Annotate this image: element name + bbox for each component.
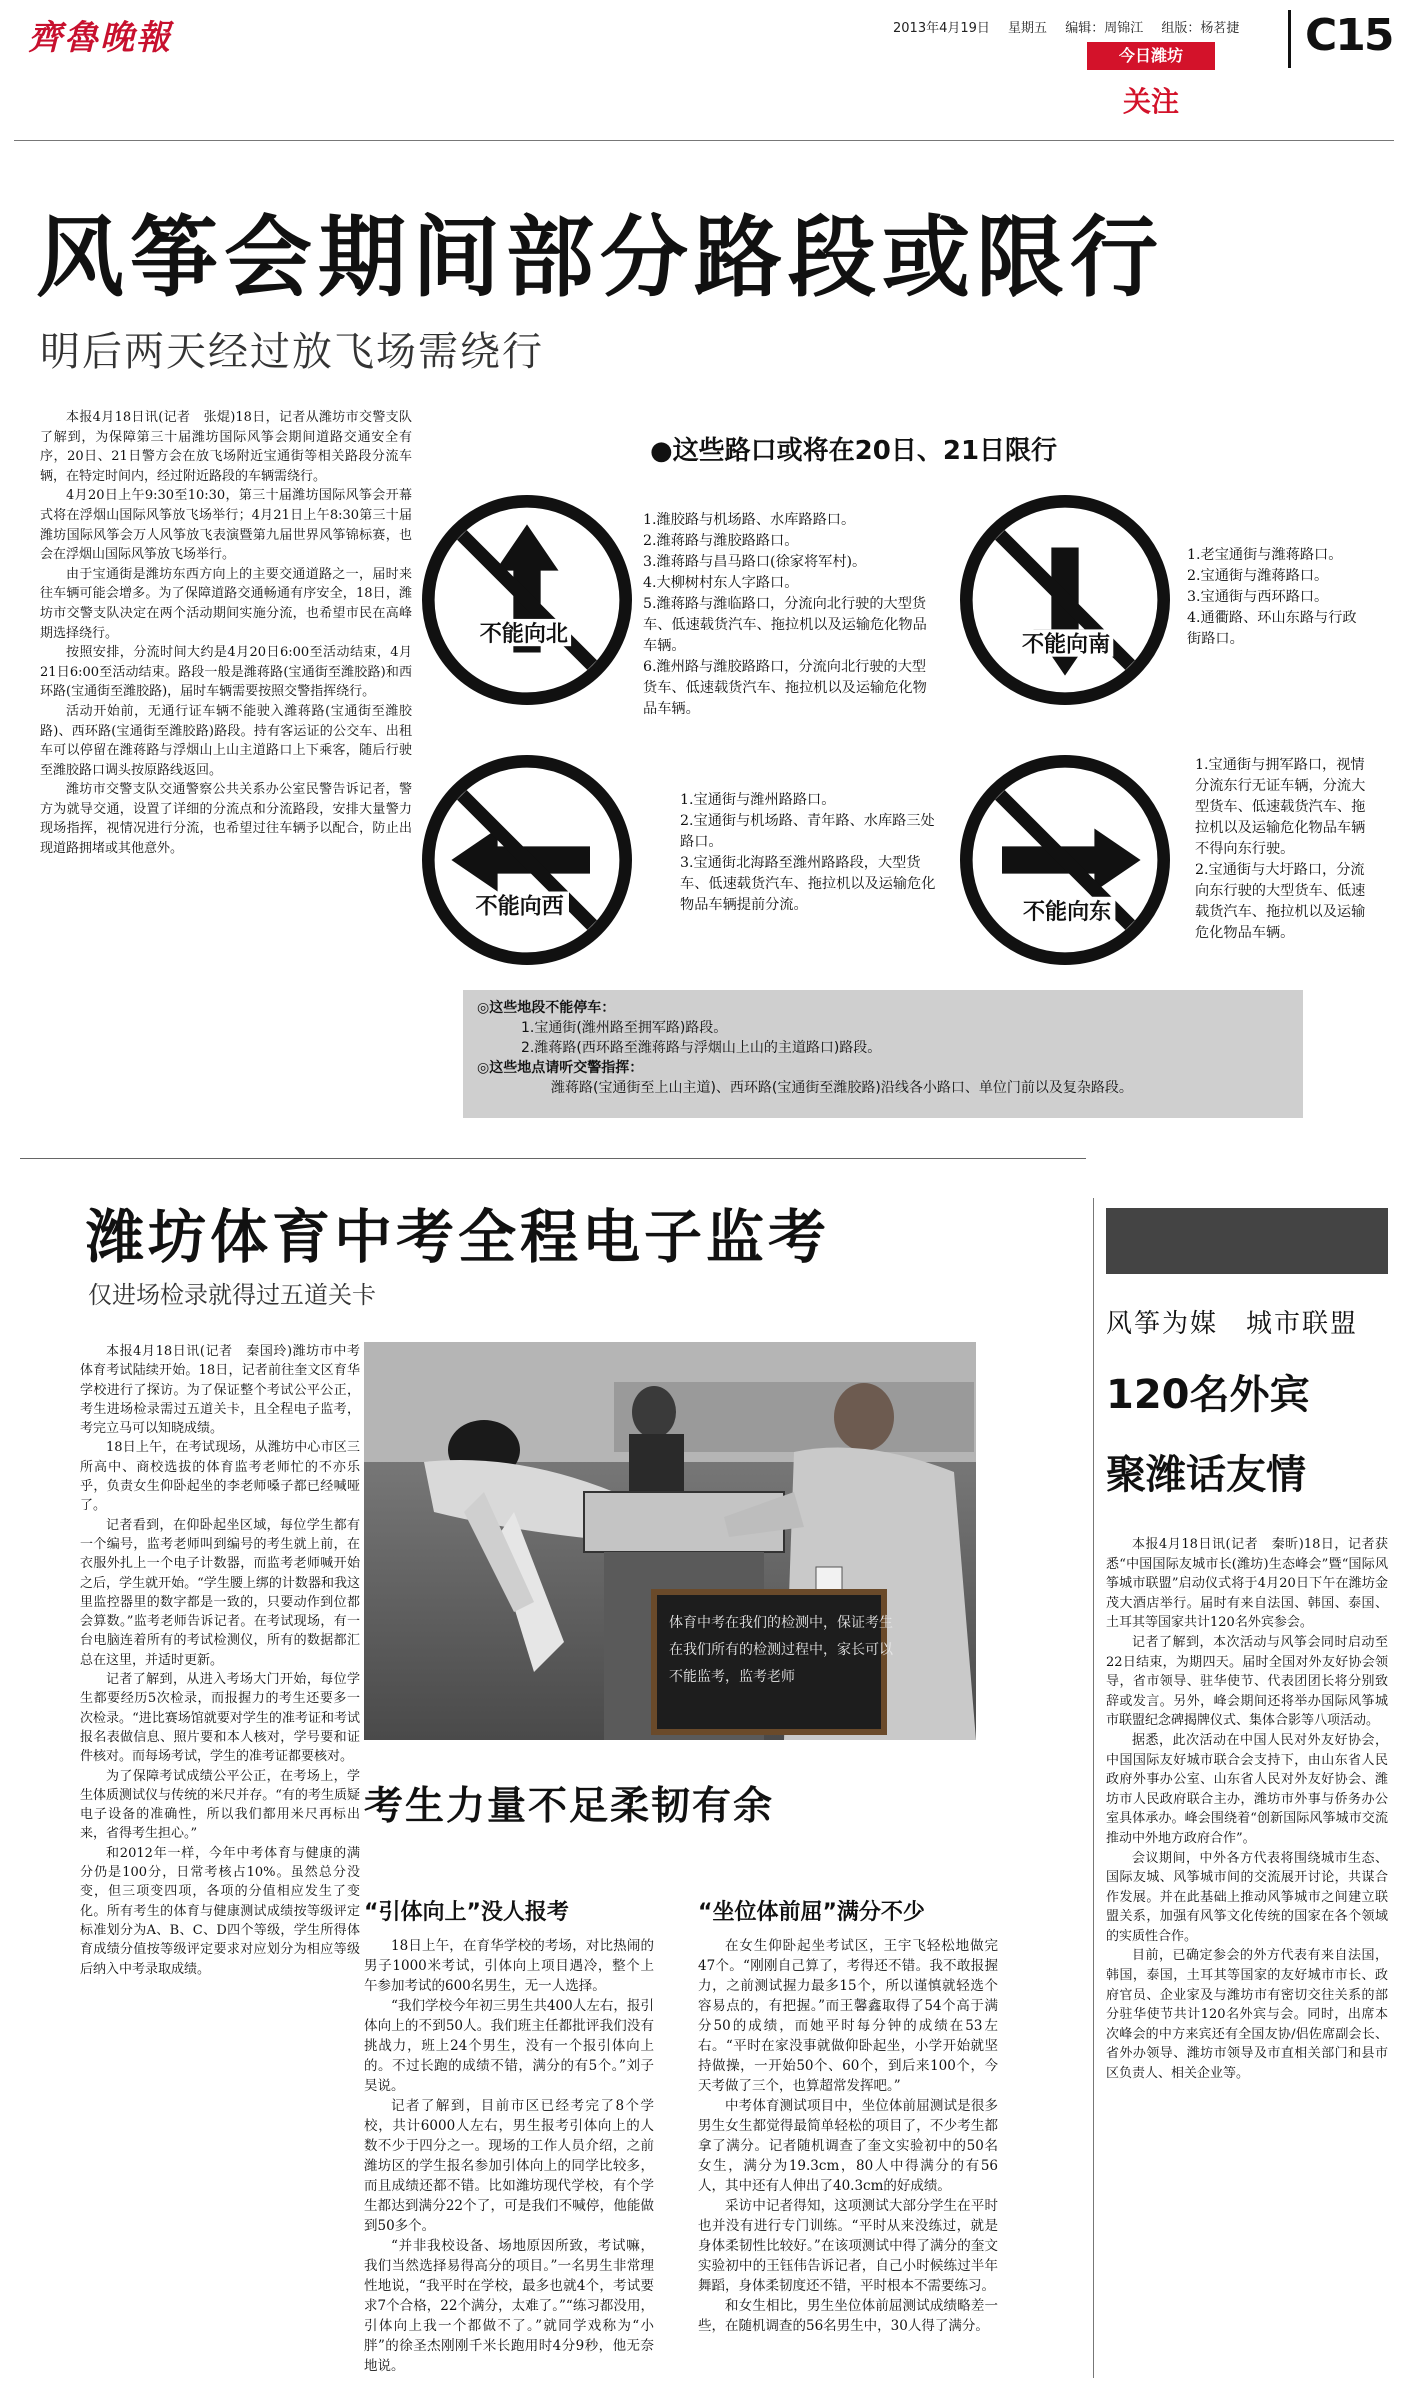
parking-notice-box xyxy=(463,990,1303,1118)
feature-column-flexibility xyxy=(698,1895,998,2336)
story2-paragraph: 为了保障考试成绩公平公正，在考场上，学生体质测试仪与传统的米尺并存。“有的考生质疑电子设备的准确性，所以我们都用米尺再标出来，省得考生担心。” xyxy=(80,1768,360,1842)
route-item: 5.潍蒋路与潍临路口，分流向北行驶的大型货车、低速载货汽车、拖拉机以及运输危化物品车辆。 xyxy=(643,596,927,654)
exam-photo xyxy=(364,1342,976,1740)
story3-kicker: 风筝为媒 城市联盟 xyxy=(1106,1309,1359,1339)
story2-subheadline: 仅进场检录就得过五道关卡 xyxy=(88,1281,376,1309)
route-item: 3.潍蒋路与昌马路口(徐家将军村)。 xyxy=(643,554,867,570)
route-item: 1.宝通街与拥军路口，视情分流东行无证车辆，分流大型货车、低速载货汽车、拖拉机以及运输危化物品车辆不得向东行驶。 xyxy=(1195,757,1366,857)
story2-lead xyxy=(80,1342,360,1979)
story1-paragraph: 按照安排，分流时间大约是4月20日6:00至活动结束，4月21日6:00至活动结束。路段一般是潍蒋路(宝通街至潍胶路)和西环路(宝通街至潍胶路)，届时车辆需要按照交警指挥绕行。 xyxy=(40,645,412,700)
issue-date: 2013年4月19日 xyxy=(893,21,990,36)
story3-paragraph: 据悉，此次活动在中国人民对外友好协会，中国国际友好城市联合会支持下，由山东省人民政府外事办公室、山东省人民对外友好协会、潍坊市人民政府联合主办，潍坊市外事与侨务办公室具体承办。峰会围绕着“创新国际风筝城市交流 推动中外地方政府合作”。 xyxy=(1106,1732,1402,1846)
no-west-icon xyxy=(422,755,632,965)
story2-paragraph: 本报4月18日讯(记者 秦国玲)潍坊市中考体育考试陆续开始。18日，记者前往奎文区育华学校进行了探访。为了保证整个考试公平公正，考生进场检录需过五道关卡，且全程电子监考，考完立马可以知晓成绩。 xyxy=(80,1344,360,1437)
sign-caption: 不能向南 xyxy=(1021,632,1111,658)
story1-paragraph: 活动开始前，无通行证车辆不能驶入潍蒋路(宝通街至潍胶路)、西环路(宝通街至潍胶路)路段。持有客运证的公交车、出租车可以停留在潍蒋路与浮烟山上山主道路口上下乘客，随后行驶至潍胶路口调头按原路线返回。 xyxy=(40,703,412,778)
sidebar-divider xyxy=(1093,1198,1094,2378)
route-item: 1.宝通街与潍州路路口。 xyxy=(680,792,836,808)
story1-paragraph: 由于宝通街是潍坊东西方向上的主要交通道路之一，届时来往车辆可能会增多。为了保障道路交通畅通有序安全，18日，潍坊市交警支队决定在两个活动期间实施分流，也希望市民在高峰期选择绕行。 xyxy=(40,566,412,641)
route-item: 2.宝通街与大圩路口，分流向东行驶的大型货车、低速载货汽车、拖拉机以及运输危化物品车辆。 xyxy=(1195,862,1366,941)
follow-police-title: ◎这些地点请听交警指挥： xyxy=(477,1060,644,1076)
story3-body xyxy=(1106,1535,1402,2084)
story1-paragraph: 本报4月18日讯(记者 张焜)18日，记者从潍坊市交警支队了解到，为保障第三十届潍坊国际风筝会期间道路交通安全有序，20日、21日警方会在放飞场附近宝通街等相关路段分流车辆，在特定时间内，经过附近路段的车辆需绕行。 xyxy=(40,410,412,484)
column-paragraph: “并非我校设备、场地原因所致，考试嘛，我们当然选择易得高分的项目。”一名男生非常理性地说，“我平时在学校，最多也就4个，考试要求7个合格，22个满分，太难了。”“练习都没用，引体向上我一个都做不了。”就同学戏称为“小胖”的徐圣杰刚刚千米长跑用时4分9秒，他无奈地说。 xyxy=(364,2238,654,2374)
column-paragraph: 18日上午，在育华学校的考场，对比热闹的男子1000米考试，引体向上项目遇冷，整个上午参加考试的600名男生，无一人选择。 xyxy=(364,1938,654,1994)
no-parking-item: 1.宝通街(潍州路至拥军路)路段。 xyxy=(521,1020,728,1036)
feature-column-pullups xyxy=(364,1895,654,2376)
section-subtitle: 关注 xyxy=(1122,85,1179,118)
sign-caption: 不能向北 xyxy=(479,621,568,647)
exam-photo-image xyxy=(364,1342,976,1740)
route-item: 6.潍州路与潍胶路路口，分流向北行驶的大型货车、低速载货汽车、拖拉机以及运输危化物品车辆。 xyxy=(643,659,927,717)
newspaper-masthead: 齊魯晚報 xyxy=(28,18,172,58)
story3-paragraph: 目前，已确定参会的外方代表有来自法国，韩国，泰国，土耳其等国家的友好城市市长、政府官员、企业家及与潍坊市有密切交往关系的部分驻华使节共计120名外宾与会。同时，出席本次峰会的中方来宾还有全国友协/侣佐席副会长、省外办领导、潍坊市领导及市直相关部门和县市区负责人、相关企业等。 xyxy=(1106,1948,1388,2082)
restriction-list-title: ●这些路口或将在20日、21日限行 xyxy=(650,436,1058,466)
no-west-sign xyxy=(422,755,632,969)
sign-caption: 不能向西 xyxy=(475,894,564,920)
no-east-routes xyxy=(1195,755,1367,944)
column-paragraph: 在女生仰卧起坐考试区，王宇飞轻松地做完47个。“刚刚自己算了，考得还不错。我不敢报握力，之前测试握力最多15个，所以谨慎就轻选个容易点的，有把握。”而王馨鑫取得了54个高于满分50的成绩，而她平时每分钟的成绩在53左右。“平时在家没事就做仰卧起坐，小学开始就坚持做操，一开始50个、60个，到后来100个，今天考做了三个，也算超常发挥吧。” xyxy=(698,1938,998,2094)
story2-paragraph: 记者了解到，从进入考场大门开始，每位学生都要经历5次检录，而报握力的考生还要多一次检录。“进比赛场馆就要对学生的准考证和考试报名表做信息、照片要和本人核对，学号要和证件核对。而每场考试，学生的准考证都要核对。 xyxy=(80,1672,360,1765)
chalkboard-line: 在我们所有的检测过程中，家长可以 xyxy=(669,1642,893,1658)
feature-headline: 考生力量不足柔韧有余 xyxy=(364,1784,775,1829)
no-south-sign xyxy=(960,495,1170,709)
column-subhead: “引体向上”没人报考 xyxy=(364,1900,569,1925)
section-rule xyxy=(20,1158,1086,1159)
no-south-icon xyxy=(960,495,1170,705)
route-item: 4.通衢路、环山东路与行政街路口。 xyxy=(1187,610,1357,647)
section-tab: 今日潍坊 xyxy=(1087,42,1215,70)
no-south-routes xyxy=(1187,545,1359,650)
story2-paragraph: 18日上午，在考试现场，从潍坊中心市区三所高中、商校选拔的体育监考老师忙的不亦乐乎，负责女生仰卧起坐的李老师嗓子都已经喊哑了。 xyxy=(80,1440,360,1514)
column-paragraph: “我们学校今年初三男生共400人左右，报引体向上的不到50人。我们班主任都批评我们没有挑战力，班上24个男生，没有一个报引体向上的。不过长跑的成绩不错，满分的有5个。”刘子昊说。 xyxy=(364,1998,654,2094)
header-rule xyxy=(14,140,1394,141)
story3-paragraph: 会议期间，中外各方代表将围绕城市生态、国际友城、风筝城市间的交流展开讨论，共谋合作发展。并在此基础上推动风筝城市之间建立联盟关系，加强有风筝文化传统的国家在各个领域的实质性合作。 xyxy=(1106,1850,1388,1944)
sign-caption: 不能向东 xyxy=(1023,899,1112,925)
route-item: 2.潍蒋路与潍胶路路口。 xyxy=(643,533,799,549)
no-east-sign xyxy=(960,755,1170,969)
issue-layout: 组版：杨茗捷 xyxy=(1161,21,1240,36)
story3-paragraph: 本报4月18日讯(记者 秦昕)18日，记者获悉“中国国际友城市长(潍坊)生态峰会”暨“国际风筝城市联盟”启动仪式将于4月20日下午在潍坊金茂大酒店举行。届时有来自法国、韩国、泰国、土耳其等国家共计120名外宾参会。 xyxy=(1106,1537,1388,1631)
story2-paragraph: 和2012年一样，今年中考体育与健康的满分仍是100分，日常考核占10%。虽然总分没变，但三项变四项，各项的分值相应发生了变化。所有考生的体育与健康测试成绩按等级评定标准划分为A、B、C、D四个等级，学生所得体育成绩分值按等级评定要求对应划分为相应等级后纳入中考录取成绩。 xyxy=(80,1845,360,1977)
story1-headline: 风筝会期间部分路段或限行 xyxy=(36,206,1165,309)
story1-body xyxy=(40,408,412,859)
column-paragraph: 记者了解到，目前市区已经考完了8个学校，共计6000人左右，男生报考引体向上的人数不少于四分之一。现场的工作人员介绍，之前潍坊区的学生报名参加引体向上的同学比较多，而且成绩还都不错。比如潍坊现代学校，有个学生都达到满分22个了，可是我们不喊停，他能做到50多个。 xyxy=(364,2098,654,2234)
route-item: 2.宝通街与机场路、青年路、水库路三处路口。 xyxy=(680,813,935,850)
no-parking-title: ◎这些地段不能停车： xyxy=(477,1000,616,1016)
route-item: 3.宝通街与西环路口。 xyxy=(1187,589,1329,605)
route-item: 2.宝通街与潍蒋路口。 xyxy=(1187,568,1329,584)
issue-weekday: 星期五 xyxy=(1008,21,1048,36)
issue-meta xyxy=(893,17,1253,36)
column-paragraph: 中考体育测试项目中，坐位体前屈测试是很多男生女生都觉得最简单轻松的项目了，不少考生都拿了满分。记者随机调查了奎文实验初中的50名女生，满分为19.3cm，80人中得满分的有56人，其中还有人伸出了40.3cm的好成绩。 xyxy=(698,2098,998,2194)
chalkboard-line: 不能监考，监考老师 xyxy=(669,1669,795,1685)
column-paragraph: 采访中记者得知，这项测试大部分学生在平时也并没有进行专门训练。“平时从来没练过，就是身体柔韧性比较好。”在该项测试中得了满分的奎文实验初中的王钰伟告诉记者，自己小时候练过半年舞蹈，身体柔韧度还不错，平时根本不需要练习。 xyxy=(698,2198,998,2294)
no-east-icon xyxy=(960,755,1170,965)
route-item: 4.大柳树村东人字路口。 xyxy=(643,575,799,591)
no-parking-item: 2.潍蒋路(西环路至潍蒋路与浮烟山上山的主道路口)路段。 xyxy=(521,1040,882,1056)
no-north-sign xyxy=(422,495,632,709)
story1-paragraph: 潍坊市交警支队交通警察公共关系办公室民警告诉记者，警方为就导交通，设置了详细的分流点和分流路段，安排大量警力现场指挥，视情况进行分流，也希望过往车辆予以配合，防止出现道路拥堵或其他意外。 xyxy=(40,782,412,857)
story1-subheadline: 明后两天经过放飞场需绕行 xyxy=(40,329,544,375)
column-subhead: “坐位体前屈”满分不少 xyxy=(698,1900,925,1925)
page-number: C15 xyxy=(1305,10,1393,61)
header-divider xyxy=(1288,10,1291,68)
sidebar-decor-block xyxy=(1106,1208,1388,1274)
story1-paragraph: 4月20日上午9:30至10:30，第三十届潍坊国际风筝会开幕式将在浮烟山国际风筝放飞场举行；4月21日上午8:30第三十届潍坊国际风筝会万人风筝放飞表演暨第九届世界风筝锦标赛，也会在浮烟山国际风筝放飞场举行。 xyxy=(40,488,412,563)
follow-police-text: 潍蒋路(宝通街至上山主道)、西环路(宝通街至潍胶路)沿线各小路口、单位门前以及复杂路段。 xyxy=(551,1080,1133,1096)
column-paragraph: 和女生相比，男生坐位体前屈测试成绩略差一些，在随机调查的56名男生中，30人得了满分。 xyxy=(698,2298,998,2334)
route-item: 1.潍胶路与机场路、水库路路口。 xyxy=(643,512,856,528)
no-north-routes xyxy=(643,510,933,720)
story3-headline-line2: 聚潍话友情 xyxy=(1106,1452,1306,1498)
issue-editor: 编辑：周锦江 xyxy=(1065,21,1144,36)
chalkboard-line: 体育中考在我们的检测中，保证考生 xyxy=(669,1615,893,1631)
route-item: 3.宝通街北海路至潍州路路段，大型货车、低速载货汽车、拖拉机以及运输危化物品车辆提前分流。 xyxy=(680,855,936,913)
story3-headline-line1: 120名外宾 xyxy=(1106,1372,1310,1418)
story2-paragraph: 记者看到，在仰卧起坐区域，每位学生都有一个编号，监考老师叫到编号的考生就上前，在衣服外扎上一个电子计数器，而监考老师喊开始之后，学生就开始。“学生腰上绑的计数器和我这里监控器里的数字都是一致的，只要动作到位都会算数。”监考老师告诉记者。在考试现场，有一台电脑连着所有的考试检测仪，所有的数据都汇总在这里，并适时更新。 xyxy=(80,1517,360,1668)
route-item: 1.老宝通街与潍蒋路口。 xyxy=(1187,547,1343,563)
story3-paragraph: 记者了解到，本次活动与风筝会同时启动至22日结束，为期四天。届时全国对外友好协会领导，省市领导、驻华使节、代表团团长将分别致辞或发言。另外，峰会期间还将举办国际风筝城市联盟纪念碑揭牌仪式、集体合影等八项活动。 xyxy=(1106,1634,1388,1729)
no-north-icon xyxy=(422,495,632,705)
no-west-routes xyxy=(680,790,940,916)
story2-headline: 潍坊体育中考全程电子监考 xyxy=(86,1203,831,1271)
